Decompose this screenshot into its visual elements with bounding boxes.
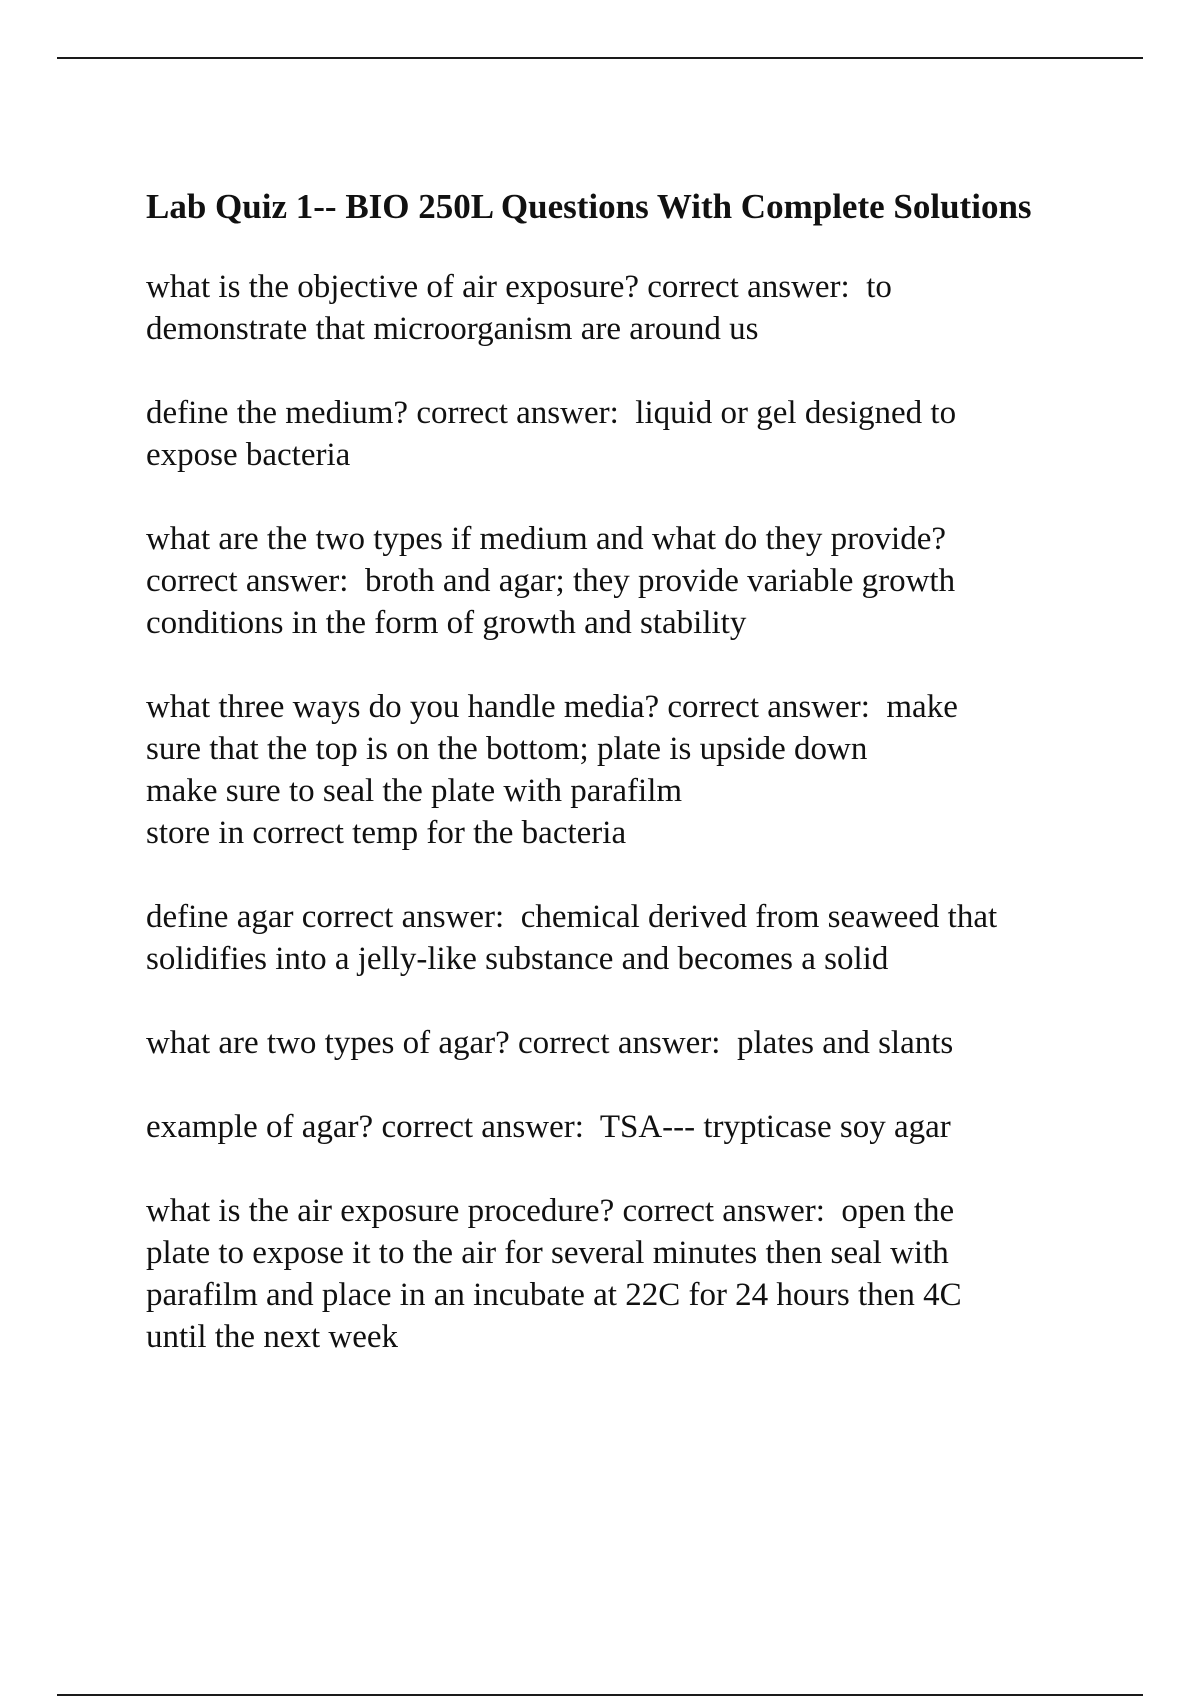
document-body [146,186,1086,1400]
qa-line: what is the air exposure procedure? correct answer: open the [146,1193,955,1229]
qa-item-5 [146,896,1086,980]
qa-line: expose bacteria [146,437,351,473]
qa-item-2 [146,392,1086,476]
top-divider [57,57,1143,59]
qa-item-4 [146,686,1086,854]
qa-line: what are the two types if medium and what do they provide? [146,521,947,557]
qa-line: conditions in the form of growth and stability [146,605,747,641]
qa-line: define agar correct answer: chemical derived from seaweed that [146,899,998,935]
qa-item-6 [146,1022,1086,1064]
qa-item-7 [146,1106,1086,1148]
qa-item-8 [146,1190,1086,1358]
qa-item-1 [146,266,1086,350]
qa-line: example of agar? correct answer: TSA--- trypticase soy agar [146,1109,951,1145]
qa-line: plate to expose it to the air for several minutes then seal with [146,1235,949,1271]
qa-line: demonstrate that microorganism are around us [146,311,759,347]
qa-line: define the medium? correct answer: liquid or gel designed to [146,395,957,431]
qa-line: parafilm and place in an incubate at 22C for 24 hours then 4C [146,1277,962,1313]
qa-line: what are two types of agar? correct answer: plates and slants [146,1025,954,1061]
bottom-divider [57,1694,1143,1696]
qa-line: what is the objective of air exposure? correct answer: to [146,269,892,305]
document-title: Lab Quiz 1-- BIO 250L Questions With Complete Solutions [146,187,1032,226]
qa-line: until the next week [146,1319,399,1355]
qa-line: solidifies into a jelly-like substance and becomes a solid [146,941,889,977]
qa-line: store in correct temp for the bacteria [146,815,627,851]
qa-line: sure that the top is on the bottom; plate is upside down [146,731,868,767]
qa-item-3 [146,518,1086,644]
qa-line: correct answer: broth and agar; they provide variable growth [146,563,956,599]
qa-line: make sure to seal the plate with parafilm [146,773,683,809]
qa-line: what three ways do you handle media? correct answer: make [146,689,958,725]
